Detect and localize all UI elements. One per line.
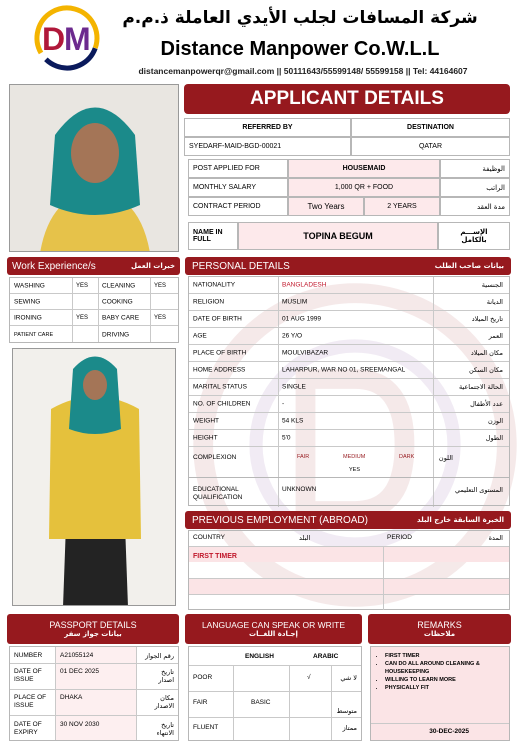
salary-label-arabic-text: الراتب: [486, 183, 505, 192]
issue-date: 01 DEC 2025: [60, 668, 100, 675]
complexion-fair: FAIR: [297, 454, 310, 460]
divider: [189, 717, 361, 718]
salary-label-arabic: [440, 178, 510, 197]
passport-number: A21055124: [60, 652, 94, 659]
previous-employment-row: [189, 578, 509, 594]
name-text: TOPINA BEGUM: [303, 231, 373, 241]
divider: [189, 665, 361, 666]
page-title: [184, 84, 510, 114]
remark-item: • PHYSICALLY FIT: [385, 684, 505, 692]
personal-field-value: SINGLE: [282, 383, 306, 391]
divider: [233, 665, 234, 740]
divider: [72, 278, 73, 342]
post-label-arabic-text: الوظيفة: [482, 164, 505, 173]
divider: [371, 723, 509, 724]
previous-employment-table: [188, 530, 510, 610]
svg-text:D: D: [42, 21, 66, 57]
name-label-line1: NAME IN: [193, 229, 223, 236]
previous-employment-title: PREVIOUS EMPLOYMENT (ABROAD): [192, 514, 368, 526]
name-label-arabic: [438, 222, 510, 250]
language-table: [188, 646, 362, 741]
skill-sewing: SEWING: [14, 298, 41, 305]
destination-text: QATAR: [418, 143, 443, 150]
personal-field-label-arabic: الوزن: [487, 417, 503, 425]
referred-by-label-text: REFERRED BY: [242, 124, 293, 131]
personal-field-value: 5'0: [282, 434, 291, 442]
skill-cleaning-value: YES: [154, 282, 167, 289]
referred-by-label: [184, 118, 351, 137]
work-row: [10, 278, 178, 294]
education-label-line2: QUALIFICATION: [193, 494, 243, 501]
expiry-date-label-line2: EXPIRY: [14, 729, 38, 736]
personal-row: [189, 277, 509, 294]
personal-field-label-arabic: تاريخ الميلاد: [471, 315, 503, 323]
name-arabic-line1: الإســـم: [460, 228, 488, 236]
previous-employment-header: [185, 511, 511, 529]
remark-item: • CAN DO ALL AROUND CLEANING & HOUSEKEEPING: [385, 660, 505, 676]
issue-place-arabic-line1: مكان: [160, 694, 174, 702]
skill-washing: WASHING: [14, 282, 45, 289]
previous-employment-row: [189, 546, 509, 562]
personal-field-label: PLACE OF BIRTH: [193, 349, 247, 357]
name-label-line2: FULL: [193, 236, 211, 243]
personal-field-value: LAHARPUR, WAR NO 01, SREEMANGAL: [282, 366, 406, 374]
skill-ironing: IRONING: [14, 314, 42, 321]
country-label-arabic: البلد: [299, 534, 311, 542]
contract-label-arabic: [440, 197, 510, 216]
contract-value: [364, 197, 440, 216]
personal-row: [189, 362, 509, 379]
personal-field-label-arabic: مكان السكن: [468, 366, 503, 374]
personal-field-value: MUSLIM: [282, 298, 308, 306]
divider: [10, 689, 178, 690]
poor-label: POOR: [193, 674, 213, 681]
work-row: [10, 294, 178, 310]
work-experience-table: [9, 277, 179, 343]
personal-field-value: -: [282, 400, 285, 408]
personal-details-title: PERSONAL DETAILS: [192, 260, 290, 272]
arabic-poor-mark: √: [307, 674, 311, 681]
country-label: COUNTRY: [193, 534, 226, 541]
destination-label-text: DESTINATION: [407, 124, 454, 131]
fluent-label-arabic: ممتاز: [342, 724, 357, 732]
company-name-arabic: شركة المسافات لجلب الأيدي العاملة ذ.م.م: [122, 8, 478, 28]
personal-row: [189, 328, 509, 345]
fluent-label: FLUENT: [193, 724, 219, 731]
destination-label: [351, 118, 510, 137]
divider: [189, 691, 361, 692]
company-name: Distance Manpower Co.W.L.L: [160, 38, 440, 60]
personal-field-value: 54 KLS: [282, 417, 304, 425]
skill-cooking: COOKING: [102, 298, 133, 305]
passport-title-arabic: بيانات جواز سفر: [64, 630, 122, 638]
personal-field-label-arabic: الحالة الاجتماعية: [458, 383, 503, 391]
personal-field-label-arabic: مكان الميلاد: [470, 349, 503, 357]
applicant-full-photo: [12, 348, 176, 606]
post-value: [288, 159, 440, 178]
personal-field-value: 01 AUG 1999: [282, 315, 322, 323]
personal-row: [189, 396, 509, 413]
complexion-row: [188, 446, 510, 478]
remarks-list: [385, 652, 505, 692]
personal-field-label-arabic: العمر: [488, 332, 503, 340]
personal-row: [189, 294, 509, 311]
issue-place-label-line1: PLACE OF: [14, 694, 47, 701]
post-label-text: POST APPLIED FOR: [193, 165, 260, 172]
issue-place-label-line2: ISSUE: [14, 702, 34, 709]
personal-details-header: [185, 257, 511, 275]
contract-value-en: [288, 197, 364, 216]
personal-field-label: WEIGHT: [193, 417, 219, 425]
divider: [136, 647, 137, 740]
personal-field-label: NO. OF CHILDREN: [193, 400, 251, 408]
remark-item: • FIRST TIMER: [385, 652, 505, 660]
remarks-date: 30-DEC-2025: [429, 728, 469, 735]
remarks-title-arabic: ملاحظات: [423, 630, 456, 638]
skill-cleaning: CLEANING: [102, 282, 136, 289]
personal-field-label: NATIONALITY: [193, 281, 236, 289]
name-arabic-line2: بالكامل: [461, 236, 487, 244]
personal-field-label: HEIGHT: [193, 434, 218, 442]
personal-field-label-arabic: الديانة: [486, 298, 503, 306]
remarks-box: [370, 646, 510, 741]
expiry-date-arabic-line1: تاريخ: [161, 721, 174, 729]
remark-item: • WILLING TO LEARN MORE: [385, 676, 505, 684]
skill-driving: DRIVING: [102, 331, 130, 338]
personal-field-value: BANGLADESH: [282, 281, 327, 289]
contract-en-text: Two Years: [307, 202, 345, 211]
personal-field-value: 26 Y/O: [282, 332, 303, 340]
english-fair-value: BASIC: [251, 699, 271, 706]
work-row: [10, 326, 178, 343]
complexion-label-arabic: اللون: [438, 454, 453, 462]
divider: [98, 278, 99, 342]
issue-place: DHAKA: [60, 694, 83, 701]
first-timer-text: FIRST TIMER: [193, 553, 237, 560]
contact-line: distancemanpowerqr@gmail.com || 50111643/55599148/ 55599158 || Tel: 44164607: [138, 66, 468, 76]
skill-washing-value: YES: [76, 282, 89, 289]
skill-baby-care-value: YES: [154, 314, 167, 321]
personal-row: [189, 430, 509, 447]
english-column-header: ENGLISH: [245, 653, 274, 660]
fair-label: FAIR: [193, 699, 208, 706]
name-value: [238, 222, 438, 250]
skill-baby-care: BABY CARE: [102, 314, 140, 321]
page-title-text: APPLICANT DETAILS: [250, 88, 444, 109]
education-label-arabic: المستوى التعليمي: [455, 486, 503, 494]
salary-value: [288, 178, 440, 197]
passport-number-label: NUMBER: [14, 652, 43, 659]
post-text: HOUSEMAID: [342, 165, 386, 172]
divider: [189, 594, 509, 595]
issue-date-arabic-line2: اصدار: [158, 676, 174, 684]
expiry-date-arabic-line2: الانتهاء: [156, 729, 174, 737]
divider: [331, 665, 332, 740]
personal-field-label-arabic: عدد الأطفال: [470, 400, 503, 408]
education-label-line1: EDUCATIONAL: [193, 486, 239, 493]
complexion-label: COMPLEXION: [193, 454, 237, 461]
divider: [383, 546, 384, 610]
contract-label-arabic-text: مدة العقد: [477, 202, 505, 211]
referred-by-value: [184, 137, 351, 156]
personal-field-value: MOULVIBAZAR: [282, 349, 329, 357]
remarks-title: REMARKS: [417, 620, 462, 630]
personal-row: [189, 311, 509, 328]
complexion-dark: DARK: [399, 454, 415, 460]
skill-ironing-value: YES: [76, 314, 89, 321]
complexion-medium: MEDIUM: [343, 454, 366, 460]
fair-label-arabic: متوسط: [336, 707, 357, 715]
divider: [10, 715, 178, 716]
expiry-date: 30 NOV 2030: [60, 721, 100, 728]
arabic-column-header: ARABIC: [313, 653, 339, 660]
personal-field-label: AGE: [193, 332, 207, 340]
skill-patient-care: PATIENT CARE: [14, 331, 54, 338]
contract-label-text: CONTRACT PERIOD: [193, 203, 261, 210]
period-label: PERIOD: [387, 534, 412, 541]
period-label-arabic: المدة: [488, 534, 503, 542]
personal-row: [189, 379, 509, 396]
passport-table: [9, 646, 179, 741]
previous-employment-title-arabic: الخبرة السابقة خارج البلد: [417, 516, 504, 524]
divider: [10, 663, 178, 664]
passport-header: [7, 614, 179, 644]
personal-details-title-arabic: بيانات صاحب الطلب: [434, 262, 504, 270]
personal-field-label: DATE OF BIRTH: [193, 315, 242, 323]
expiry-date-label-line1: DATE OF: [14, 721, 42, 728]
passport-number-label-arabic: رقم الجواز: [145, 652, 174, 660]
name-label: [188, 222, 238, 250]
applicant-headshot: [9, 84, 179, 252]
issue-date-arabic-line1: تاريخ: [161, 668, 174, 676]
issue-place-arabic-line2: الاصدار: [154, 702, 174, 710]
post-label-arabic: [440, 159, 510, 178]
work-experience-title-arabic: خبرات العمل: [130, 262, 175, 270]
issue-date-label-line1: DATE OF: [14, 668, 42, 675]
education-value: UNKNOWN: [282, 486, 317, 493]
salary-label-text: MONTHLY SALARY: [193, 184, 257, 191]
divider: [289, 665, 290, 740]
complexion-mark: YES: [349, 467, 361, 473]
passport-title: PASSPORT DETAILS: [49, 620, 137, 630]
poor-label-arabic: لا شي: [340, 674, 357, 682]
work-row: [10, 310, 178, 326]
personal-row: [189, 413, 509, 430]
company-logo: [30, 3, 104, 73]
personal-field-label: HOME ADDRESS: [193, 366, 246, 374]
divider: [150, 278, 151, 342]
education-row: [188, 478, 510, 506]
salary-label: [188, 178, 288, 197]
language-title-arabic: إجـادة اللغــات: [249, 630, 298, 638]
referred-by-text: SYEDARF-MAID-BGD-00021: [189, 143, 282, 150]
personal-row: [189, 345, 509, 362]
personal-field-label: MARITAL STATUS: [193, 383, 247, 391]
personal-field-label-arabic: الجنسية: [481, 281, 503, 289]
contract-text: 2 YEARS: [387, 203, 417, 210]
contract-label: [188, 197, 288, 216]
work-experience-header: [7, 257, 180, 275]
post-label: [188, 159, 288, 178]
personal-field-label-arabic: الطول: [485, 434, 503, 442]
issue-date-label-line2: ISSUE: [14, 676, 34, 683]
remarks-header: [368, 614, 511, 644]
personal-field-label: RELIGION: [193, 298, 225, 306]
svg-text:M: M: [64, 21, 91, 57]
work-experience-title: Work Experience/s: [12, 260, 96, 272]
salary-text: 1,000 QR + FOOD: [334, 184, 394, 191]
language-header: [185, 614, 362, 644]
destination-value: [351, 137, 510, 156]
language-title: LANGUAGE CAN SPEAK OR WRITE: [201, 620, 346, 630]
